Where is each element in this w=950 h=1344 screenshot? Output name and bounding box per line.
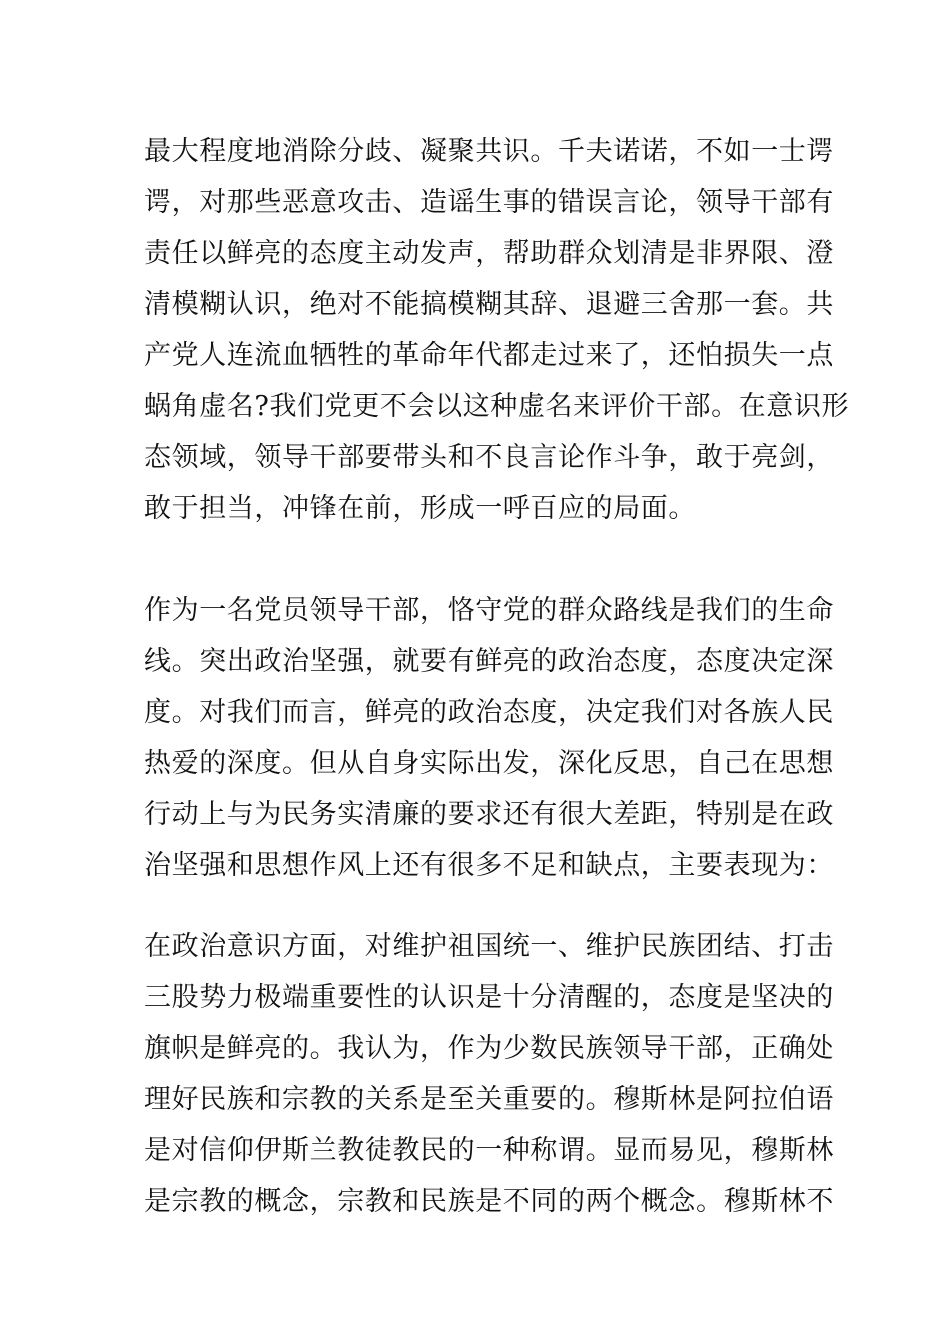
text-line: 清模糊认识，绝对不能搞模糊其辞、退避三舍那一套。共 — [144, 289, 834, 320]
text-line: 是宗教的概念，宗教和民族是不同的两个概念。穆斯林不 — [144, 1186, 834, 1217]
text-line: 治坚强和思想作风上还有很多不足和缺点，主要表现为： — [144, 850, 834, 881]
text-line: 行动上与为民务实清廉的要求还有很大差距，特别是在政 — [144, 799, 834, 830]
text-line: 谔，对那些恶意攻击、造谣生事的错误言论，领导干部有 — [144, 187, 834, 218]
text-line: 最大程度地消除分歧、凝聚共识。千夫诺诺，不如一士谔 — [144, 136, 834, 167]
text-line: 在政治意识方面，对维护祖国统一、维护民族团结、打击 — [144, 931, 834, 962]
text-line: 旗帜是鲜亮的。我认为，作为少数民族领导干部，正确处 — [144, 1033, 834, 1064]
text-line: 态领域，领导干部要带头和不良言论作斗争，敢于亮剑， — [144, 442, 834, 473]
text-line: 热爱的深度。但从自身实际出发，深化反思，自己在思想 — [144, 748, 834, 779]
text-line: 度。对我们而言，鲜亮的政治态度，决定我们对各族人民 — [144, 697, 834, 728]
text-line: 作为一名党员领导干部，恪守党的群众路线是我们的生命 — [144, 595, 834, 626]
text-line: 敢于担当，冲锋在前，形成一呼百应的局面。 — [144, 493, 696, 524]
text-line: 是对信仰伊斯兰教徒教民的一种称谓。显而易见，穆斯林 — [144, 1135, 834, 1166]
text-line: 责任以鲜亮的态度主动发声，帮助群众划清是非界限、澄 — [144, 238, 834, 269]
text-line: 蜗角虚名?我们党更不会以这种虚名来评价干部。在意识形 — [144, 391, 850, 422]
text-line: 产党人连流血牺牲的革命年代都走过来了，还怕损失一点 — [144, 340, 834, 371]
text-line: 三股势力极端重要性的认识是十分清醒的，态度是坚决的 — [144, 982, 834, 1013]
text-line: 线。突出政治坚强，就要有鲜亮的政治态度，态度决定深 — [144, 646, 834, 677]
text-line: 理好民族和宗教的关系是至关重要的。穆斯林是阿拉伯语 — [144, 1084, 834, 1115]
